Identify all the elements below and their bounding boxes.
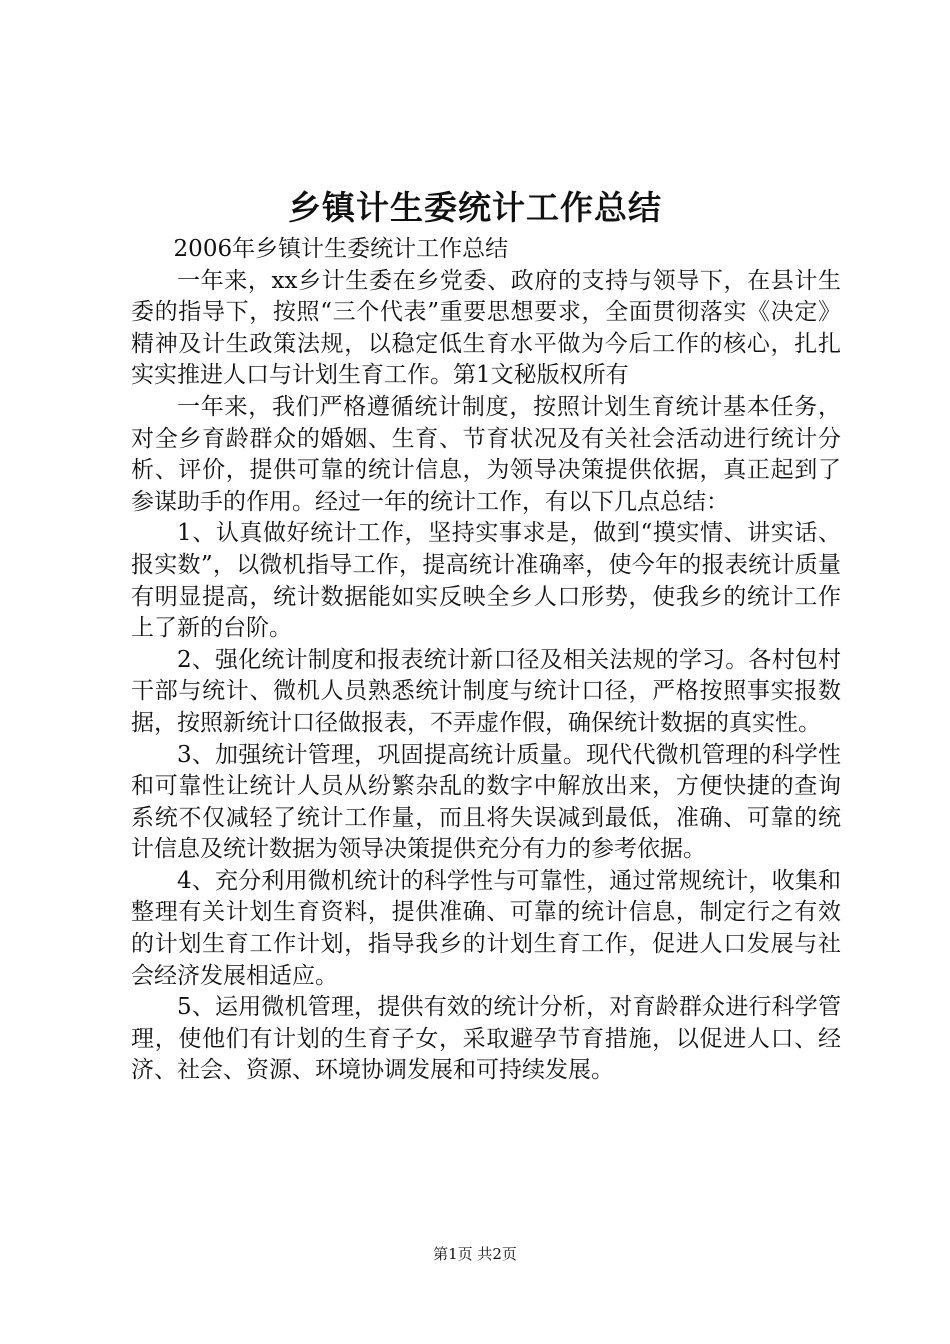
point-3-paragraph: 3、加强统计管理，巩固提高统计质量。现代代微机管理的科学性和可靠性让统计人员从纷繁杂乱的数字中解放出来，方便快捷的查询系统不仅减轻了统计工作量，而且将失误减到最低，准确、可靠的统计信息及统计数据为领导决策提供充分有力的参考依据。 (131, 741, 841, 863)
summary-paragraph: 一年来，我们严格遵循统计制度，按照计划生育统计基本任务，对全乡育龄群众的婚姻、生育、节育状况及有关社会活动进行统计分析、评价，提供可靠的统计信息，为领导决策提供依据，真正起到了参谋助手的作用。经过一年的统计工作，有以下几点总结： (131, 393, 841, 515)
subtitle-paragraph: 2006年乡镇计生委统计工作总结 (173, 236, 509, 262)
point-5-paragraph: 5、运用微机管理，提供有效的统计分析，对育龄群众进行科学管理，使他们有计划的生育子女，采取避孕节育措施，以促进人口、经济、社会、资源、环境协调发展和可持续发展。 (131, 994, 841, 1084)
point-1-paragraph: 1、认真做好统计工作，坚持实事求是，做到“摸实情、讲实话、报实数”，以微机指导工作，提高统计准确率，使今年的报表统计质量有明显提高，统计数据能如实反映全乡人口形势，使我乡的统计工作上了新的台阶。 (131, 520, 841, 642)
point-2-paragraph: 2、强化统计制度和报表统计新口径及相关法规的学习。各村包村干部与统计、微机人员熟悉统计制度与统计口径，严格按照事实报数据，按照新统计口径做报表，不弄虚作假，确保统计数据的真实性。 (131, 646, 841, 736)
document-body (131, 234, 841, 1087)
intro-paragraph: 一年来，xx乡计生委在乡党委、政府的支持与领导下，在县计生委的指导下，按照“三个代表”重要思想要求，全面贯彻落实《决定》精神及计生政策法规，以稳定低生育水平做为今后工作的核心，扎扎实实推进人口与计划生育工作。第1文秘版权所有 (131, 267, 841, 389)
document-title: 乡镇计生委统计工作总结 (288, 188, 662, 227)
point-4-paragraph: 4、充分利用微机统计的科学性与可靠性，通过常规统计，收集和整理有关计划生育资料，提供准确、可靠的统计信息，制定行之有效的计划生育工作计划，指导我乡的计划生育工作，促进人口发展与社会经济发展相适应。 (131, 867, 841, 989)
page-number-footer: 第1页 共2页 (433, 1245, 517, 1263)
